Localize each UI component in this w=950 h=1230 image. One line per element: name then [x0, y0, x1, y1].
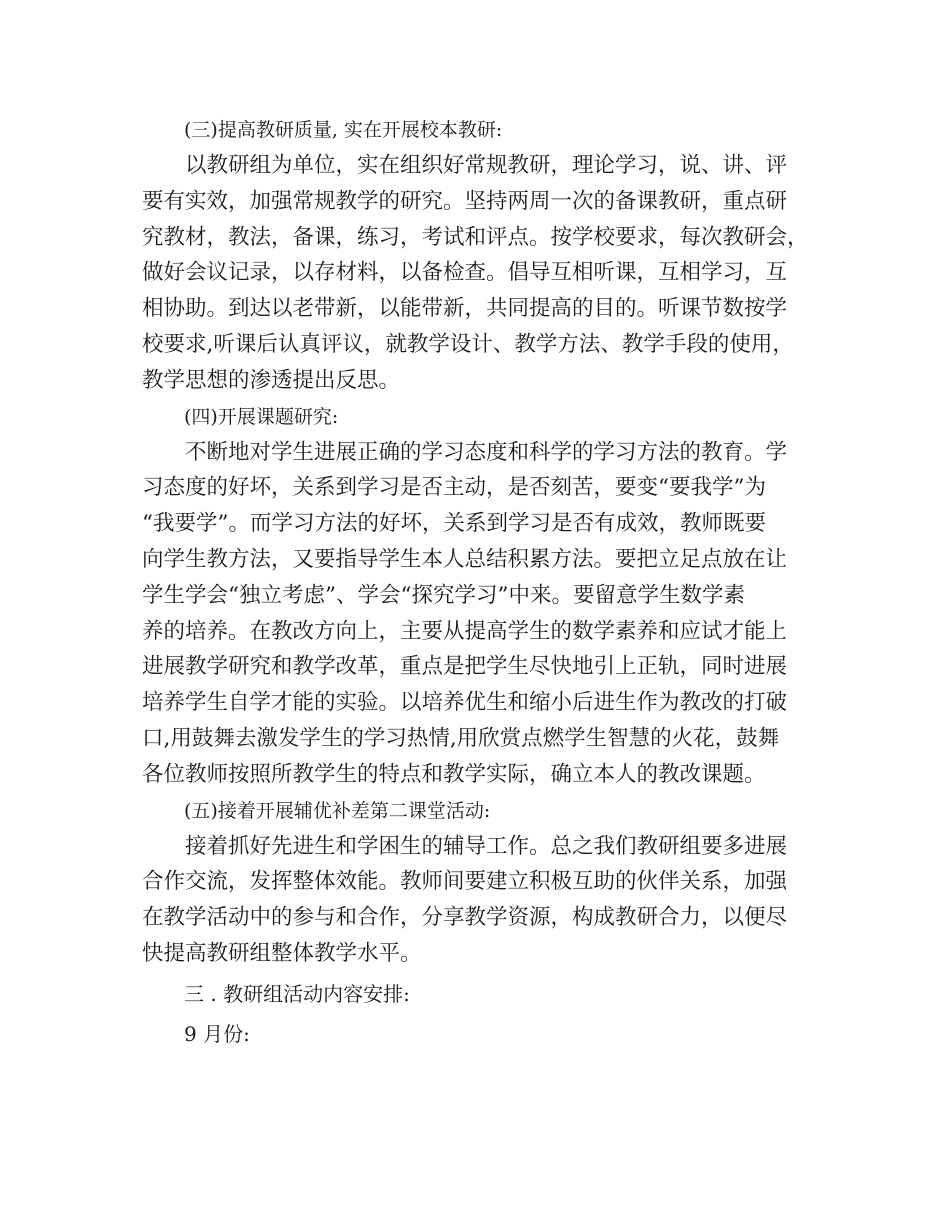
paragraph-line: 各位教师按照所教学生的特点和教学实际，确立本人的教改课题。	[142, 761, 766, 787]
paragraph-line: “我要学”。而学习方法的好坏，关系到学习是否有成效，教师既要	[142, 511, 766, 537]
paragraph-line: 接着抓好先进生和学困生的辅导工作。总之我们教研组要多进展	[185, 833, 788, 859]
paragraph-line: 教学思想的渗透提出反思。	[142, 367, 401, 393]
heading-tutoring-activities: (五)接着开展辅优补差第二课堂活动:	[184, 799, 491, 822]
paragraph-line: 在教学活动中的参与和合作，分享教学资源，构成教研合力，以便尽	[142, 905, 788, 931]
document-body	[142, 112, 822, 1052]
heading-topic-research: (四)开展课题研究:	[184, 405, 339, 428]
paragraph-line: 进展教学研究和教学改革，重点是把学生尽快地引上正轨，同时进展	[142, 654, 788, 680]
paragraph-line: 校要求,听课后认真评议，就教学设计、教学方法、教学手段的使用，	[142, 331, 794, 357]
paragraph-line: 不断地对学生进展正确的学习态度和科学的学习方法的教育。学	[185, 439, 788, 465]
paragraph-line: 快提高教研组整体教学水平。	[142, 940, 422, 966]
paragraph-topic-research	[142, 435, 822, 793]
paragraph-school-based-research	[142, 148, 822, 399]
paragraph-line: 口,用鼓舞去激发学生的学习热情,用欣赏点燃学生智慧的火花，鼓舞	[142, 725, 780, 751]
paragraph-line: 合作交流，发挥整体效能。教师间要建立积极互助的伙伴关系，加强	[142, 869, 788, 895]
paragraph-line: 养的培养。在教改方向上，主要从提高学生的数学素养和应试才能上	[142, 618, 788, 644]
paragraph-tutoring-activities	[142, 829, 822, 972]
paragraph-line: 向学生教方法，又要指导学生本人总结积累方法。要把立足点放在让	[142, 546, 788, 572]
section-heading-activity-schedule: 三 . 教研组活动内容安排:	[184, 981, 410, 1006]
paragraph-line: 学生学会“独立考虑”、学会“探究学习”中来。要留意学生数学素	[142, 582, 745, 608]
paragraph-line: 究教材，教法，备课，练习，考试和评点。按学校要求，每次教研会，	[142, 224, 809, 250]
heading-improve-research-quality: (三)提高教研质量, 实在开展校本教研:	[184, 119, 503, 141]
paragraph-line: 以教研组为单位，实在组织好常规教研，理论学习，说、讲、评	[185, 153, 788, 178]
paragraph-line: 做好会议记录，以存材料，以备检查。倡导互相听课，互相学习，互	[142, 260, 788, 286]
month-label-september: 9 月份:	[184, 1021, 250, 1046]
paragraph-line: 要有实效，加强常规教学的研究。坚持两周一次的备课教研，重点研	[142, 188, 788, 214]
paragraph-line: 培养学生自学才能的实验。以培养优生和缩小后进生作为教改的打破	[142, 690, 788, 716]
paragraph-line: 相协助。到达以老带新，以能带新，共同提高的目的。听课节数按学	[142, 296, 788, 322]
paragraph-line: 习态度的好坏，关系到学习是否主动，是否刻苦，要变“要我学”为	[142, 475, 766, 501]
